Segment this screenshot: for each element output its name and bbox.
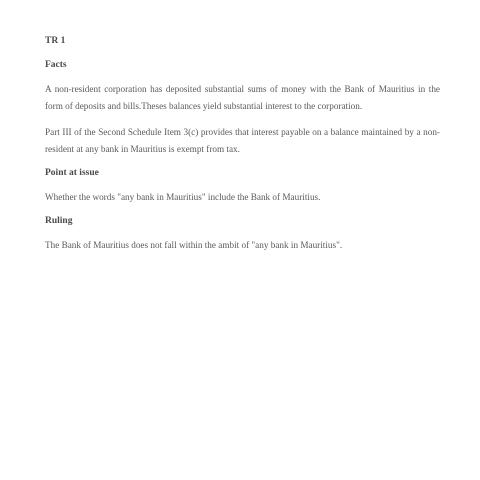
section-heading-facts: Facts [45, 60, 67, 70]
point-at-issue-paragraph: Whether the words "any bank in Mauritius" include the Bank of Mauritius. [45, 192, 321, 202]
section-heading-point-at-issue: Point at issue [45, 168, 99, 178]
facts-paragraph-2: Part III of the Second Schedule Item 3(c) provides that interest payable on a balance maintained by a non-resident at any bank in Mauritius is exempt from tax. [45, 127, 440, 154]
ruling-paragraph: The Bank of Mauritius does not fall within the ambit of "any bank in Mauritius". [45, 240, 343, 250]
facts-paragraph-1: A non-resident corporation has deposited substantial sums of money with the Bank of Mauritius in the form of deposits and bills.Theses balances yield substantial interest to the corporation. [45, 84, 440, 111]
section-heading-ruling: Ruling [45, 216, 73, 226]
document-body [45, 35, 440, 254]
document-title: TR 1 [45, 36, 66, 46]
